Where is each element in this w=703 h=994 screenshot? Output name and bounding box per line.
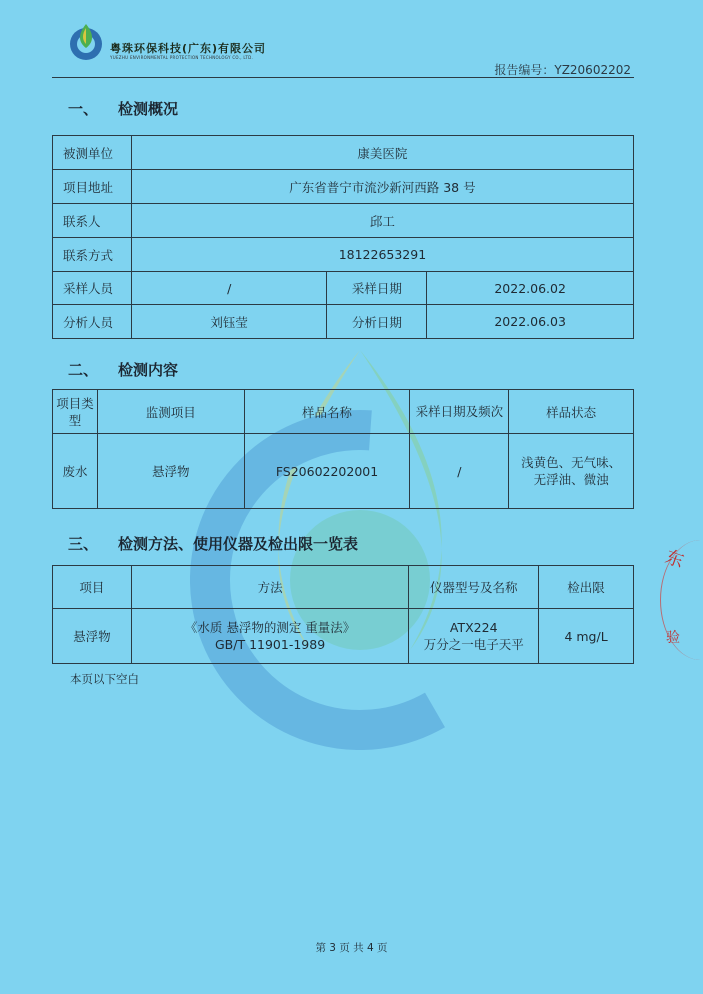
section3-number: 三、: [68, 535, 99, 553]
report-number: 报告编号：YZ20602202: [494, 63, 631, 77]
header-item: 监测项目: [97, 390, 244, 434]
row-state-line2: 无浮油、微浊: [533, 472, 609, 487]
header-limit: 检出限: [539, 566, 634, 609]
sample-date-value: 2022.06.02: [427, 272, 634, 305]
contact-label: 联系人: [53, 204, 132, 238]
table-row: [53, 238, 634, 272]
header-date-freq: 采样日期及频次: [410, 390, 509, 434]
content-table: [52, 389, 634, 509]
header-instrument: 仪器型号及名称: [409, 566, 539, 609]
table-row: [53, 305, 634, 339]
client-label: 被测单位: [53, 136, 132, 170]
row-limit: 4 mg/L: [539, 609, 634, 664]
analyst-value: 刘钰莹: [131, 305, 327, 339]
company-name-en: YUEZHU ENVIRONMENTAL PROTECTION TECHNOLOGY CO., LTD.: [110, 55, 254, 60]
row-date-freq: /: [410, 434, 509, 509]
client-value: 康美医院: [131, 136, 633, 170]
row-item: 悬浮物: [53, 609, 132, 664]
table-row: [53, 609, 634, 664]
table-row: [53, 434, 634, 509]
header-item: 项目: [53, 566, 132, 609]
method-table: [52, 565, 634, 664]
row-method-line2: GB/T 11901-1989: [214, 637, 326, 652]
section1-heading: [68, 98, 178, 119]
company-logo-icon: [64, 22, 108, 62]
section2-heading: [68, 359, 178, 380]
section2-title: 检测内容: [118, 361, 179, 379]
phone-label: 联系方式: [53, 238, 132, 272]
table-row: [53, 136, 634, 170]
row-instrument-line2: 万分之一电子天平: [423, 637, 524, 652]
page-number: 第 3 页 共 4 页: [315, 942, 388, 954]
section1-number: 一、: [68, 100, 99, 118]
analyst-label: 分析人员: [53, 305, 132, 339]
table-row: [53, 170, 634, 204]
table-header-row: [53, 390, 634, 434]
analysis-date-value: 2022.06.03: [427, 305, 634, 339]
row-state-line1: 浅黄色、无气味、: [521, 455, 622, 470]
row-state: [509, 434, 634, 509]
row-item: 悬浮物: [97, 434, 244, 509]
header-type: 项目类型: [53, 390, 98, 434]
row-instrument: [409, 609, 539, 664]
address-value: 广东省普宁市流沙新河西路 38 号: [131, 170, 633, 204]
address-label: 项目地址: [53, 170, 132, 204]
contact-value: 邱工: [131, 204, 633, 238]
stamp-text-2: 验: [666, 630, 680, 646]
sample-date-label: 采样日期: [327, 272, 427, 305]
stamp-text-1: 东: [662, 546, 687, 573]
blank-note: 本页以下空白: [70, 672, 139, 686]
row-type: 废水: [53, 434, 98, 509]
row-sample-name: FS20602202001: [244, 434, 410, 509]
section2-number: 二、: [68, 361, 99, 379]
section3-heading: [68, 533, 358, 554]
company-name: 粤珠环保科技(广东)有限公司: [110, 42, 267, 55]
header-sample-name: 样品名称: [244, 390, 410, 434]
section1-title: 检测概况: [118, 100, 179, 118]
row-instrument-line1: ATX224: [449, 620, 498, 635]
overview-table: [52, 135, 634, 339]
analysis-date-label: 分析日期: [327, 305, 427, 339]
table-row: [53, 272, 634, 305]
sampler-label: 采样人员: [53, 272, 132, 305]
table-header-row: [53, 566, 634, 609]
section3-title: 检测方法、使用仪器及检出限一览表: [118, 535, 359, 553]
table-row: [53, 204, 634, 238]
header-divider: [52, 77, 634, 78]
row-method-line1: 《水质 悬浮物的测定 重量法》: [184, 620, 356, 635]
header-method: 方法: [131, 566, 408, 609]
header-state: 样品状态: [509, 390, 634, 434]
sampler-value: /: [131, 272, 327, 305]
phone-value: 18122653291: [131, 238, 633, 272]
row-method: [131, 609, 408, 664]
